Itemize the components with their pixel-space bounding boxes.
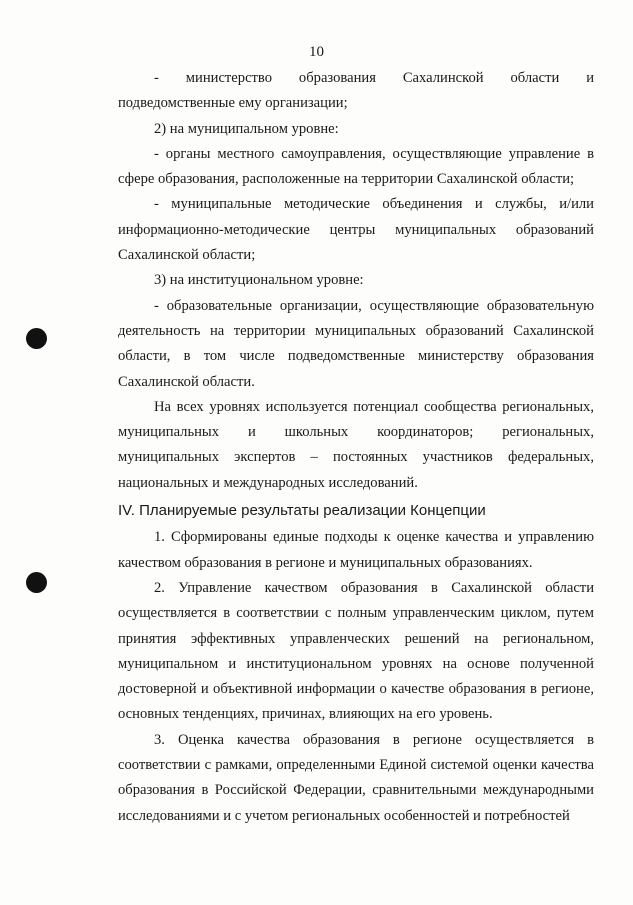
paragraph: 2) на муниципальном уровне: [154, 120, 339, 137]
paragraph: - министерство образования Сахалинской области и подведомственные ему организации; [118, 70, 594, 112]
page-number: 10 [309, 44, 324, 60]
paragraph: На всех уровнях используется потенциал сообщества региональных, муниципальных и школьных координаторов; региональных, муниципальных экспертов – постоянных участников федеральных, национальных и международных исследований. [118, 398, 594, 491]
result-item: 3. Оценка качества образования в регионе осуществляется в соответствии с рамками, определенными Единой системой оценки качества образования в Российской Федерации, сравнительными международными исследованиями и с учетом региональных особенностей и потребностей [118, 731, 594, 824]
result-item: 1. Сформированы единые подходы к оценке качества и управлению качеством образования в регионе и муниципальных образованиях. [118, 529, 594, 571]
paragraph: - муниципальные методические объединения и службы, и/или информационно-методические центры муниципальных образований Сахалинской области; [118, 196, 594, 264]
paragraph: - органы местного самоуправления, осуществляющие управление в сфере образования, расположенные на территории Сахалинской области; [118, 145, 594, 188]
document-body [118, 66, 594, 829]
paragraph: 3) на институциональном уровне: [154, 272, 364, 289]
result-item: 2. Управление качеством образования в Сахалинской области осуществляется в соответствии с полным управленческим циклом, путем принятия эффективных управленческих решений на региональном, муниципальном и институциональном уровнях на основе полученной достоверной и объективной информации о качестве образования в регионе, основных тенденциях, причинах, влияющих на его уровень. [118, 579, 594, 723]
section-heading: IV. Планируемые результаты реализации Концепции [118, 502, 486, 520]
paragraph: - образовательные организации, осуществляющие образовательную деятельность на территории муниципальных образований Сахалинской области, в том числе подведомственные министерству образования Сахалинской области. [118, 297, 594, 390]
punch-hole-icon [26, 572, 47, 593]
punch-hole-icon [26, 328, 47, 349]
